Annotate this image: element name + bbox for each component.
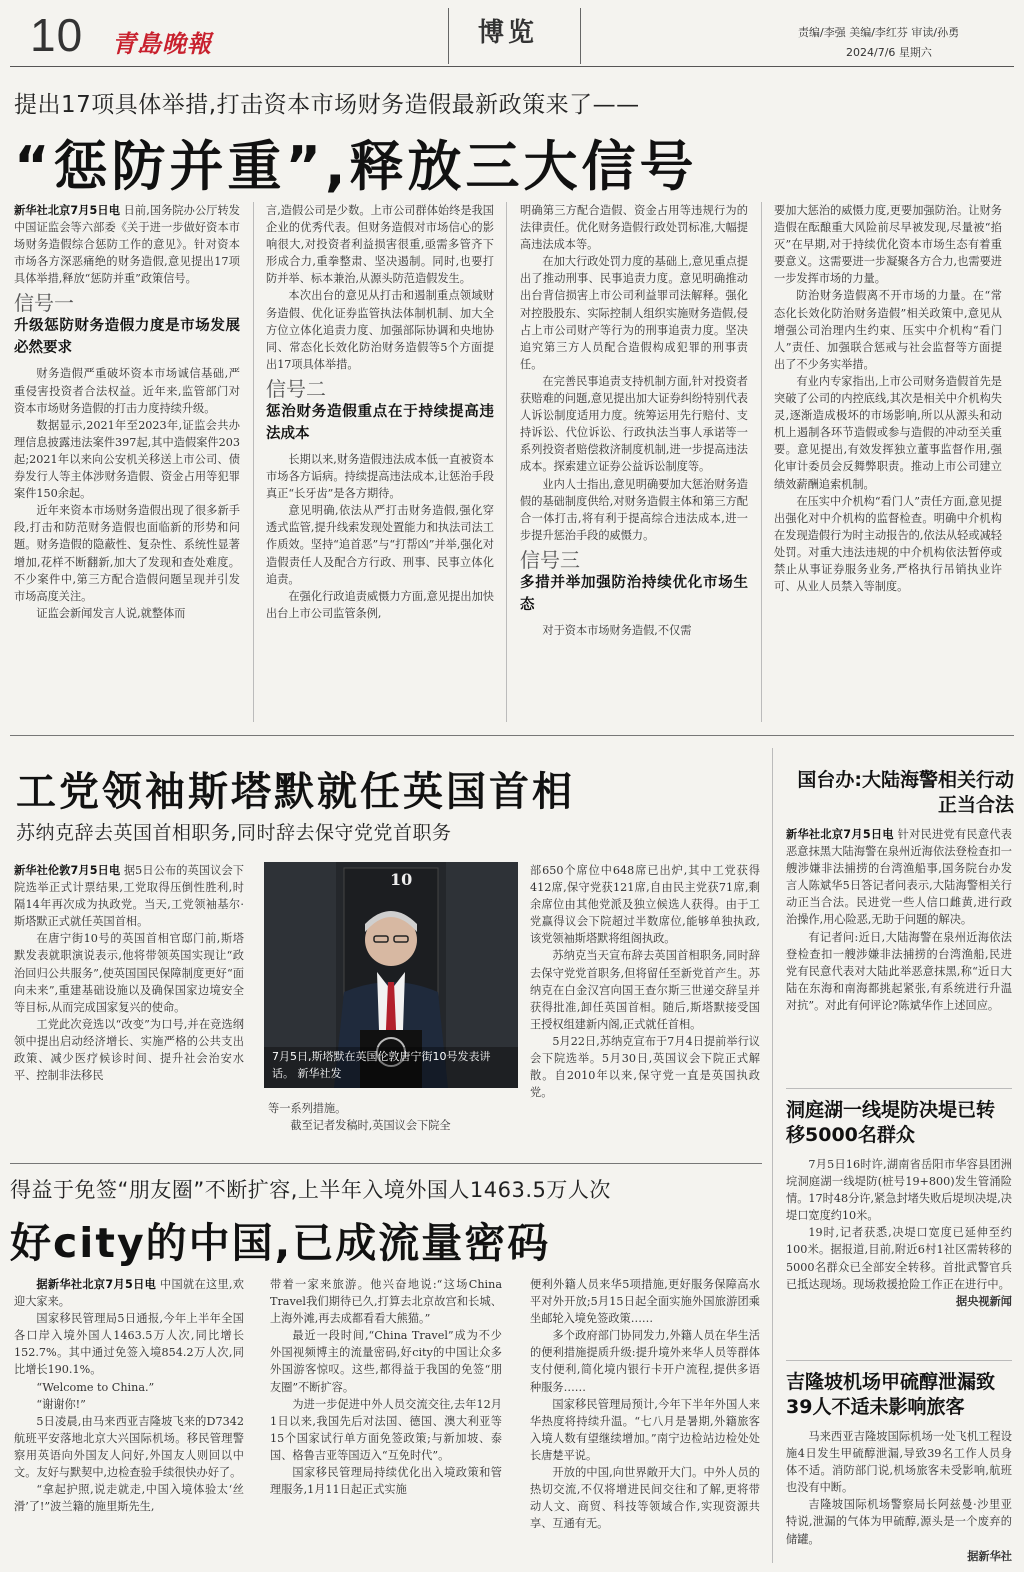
paragraph: 意见明确,依法从严打击财务造假,强化穿透式监管,提升线索发现处置能力和执法司法工作质效。坚持“追首恶”与“打帮凶”并举,强化对造假责任人及配合方行政、刑事、民事立体化追责。 xyxy=(266,504,494,586)
side2-source: 据央视新闻 xyxy=(956,1293,1012,1308)
side2-headline: 洞庭湖一线堤防决堤已转移5000名群众 xyxy=(786,1099,996,1146)
article3-kicker: 得益于免签“朋友圈”不断扩容,上半年入境外国人1463.5万人次 xyxy=(10,1178,611,1202)
section-divider-left xyxy=(448,8,449,64)
side1-lead: 针对民进党有民意代表恶意抹黑大陆海警在泉州近海依法登检查扣一艘涉嫌非法捕捞的台湾渔船事,国务院台办发言人陈斌华5日答记者问表示,大陆海警相关行动正当合法。民进党一些人信口雌黄,进行政治操作,用心险恶,无助于问题的解决。 xyxy=(786,828,1012,927)
paragraph: 在压实中介机构“看门人”责任方面,意见提出强化对中介机构的监督检查。明确中介机构在发现造假行为时主动报告的,依法从轻或减轻处罚。对重大违法违规的中介机构依法暂停或禁止从事证券服务业务,严格执行吊销执业许可、从业人员禁入等制度。 xyxy=(774,494,1002,594)
side1-dateline: 新华社北京7月5日电 xyxy=(786,828,894,841)
article3-column-2 xyxy=(270,1276,502,1498)
paragraph: “谢谢你!” xyxy=(36,1397,86,1411)
paragraph: 防治财务造假离不开市场的力量。在“常态化长效化防治财务造假”相关政策中,意见从增强公司治理内生约束、压实中介机构“看门人”责任、加强联合惩戒与社会监督等方面提出了不少务实举措。 xyxy=(774,289,1002,371)
paragraph: 有业内专家指出,上市公司财务造假首先是突破了公司的内控底线,其次是相关中介机构失灵,逐渐造成极坏的市场影响,所以从源头和动机上遏制各环节造假或参与造假的冲动至关重要。意见提出,有效发挥独立董事监督作用,强化审计委员会反舞弊职责。推动上市公司建立绩效薪酬追索机制。 xyxy=(774,374,1002,491)
paragraph: 长期以来,财务造假违法成本低一直被资本市场各方诟病。持续提高违法成本,让惩治手段真正“长牙齿”是各方期待。 xyxy=(266,452,494,501)
paragraph: 有记者问:近日,大陆海警在泉州近海依法登检查扣一艘涉嫌非法捕捞的台湾渔船,民进党有民意代表对大陆此举恶意抹黑,称“近日大陆在东海和南海都挑起紧张,有系统进行升温对抗”。对此有何评论?陈斌华作上述回应。 xyxy=(786,930,1012,1012)
paragraph: 业内人士指出,意见明确要加大惩治财务造假的基础制度供给,对财务造假主体和第三方配合一体打击,将有利于提高综合违法成本,进一步提升惩治手段的威慑力。 xyxy=(520,477,748,542)
paragraph: 苏纳克当天宣布辞去英国首相职务,同时辞去保守党党首职务,但将留任至新党首产生。苏纳克在白金汉宫向国王查尔斯三世递交辞呈并获得批准,卸任英国首相。随后,斯塔默接受国王授权组建新内阁,正式就任首相。 xyxy=(530,949,760,1031)
side3-body xyxy=(786,1428,1012,1565)
paragraph: 19时,记者获悉,决堤口宽度已延伸至约100米。据报道,目前,附近6村1社区需转移的5000名群众已全部安全转移。首批武警官兵已抵达现场。现场救援抢险工作正在进行中。 xyxy=(786,1226,1012,1291)
paragraph: 明确第三方配合造假、资金占用等违规行为的法律责任。优化财务造假行政处罚标准,大幅提高违法成本等。 xyxy=(520,204,748,252)
sidebar-rule xyxy=(786,1088,1012,1089)
article2-lead: 据5日公布的英国议会下院选举正式计票结果,工党取得压倒性胜利,时隔14年再次成为执政党。当天,工党领袖基尔·斯塔默正式就任英国首相。 xyxy=(14,864,244,929)
paragraph: 近年来资本市场财务造假出现了很多新手段,打击和防范财务造假也面临新的形势和问题。财务造假的隐蔽性、复杂性、系统性显著增加,花样不断翻新,加大了发现和查处难度。不少案件中,第三方配合造假问题呈现并引发市场高度关注。 xyxy=(14,504,240,603)
article2-deck: 苏纳克辞去英国首相职务,同时辞去保守党党首职务 xyxy=(16,822,452,844)
paragraph: 证监会新闻发言人说,就整体而 xyxy=(36,606,186,620)
article3-headline: 好city的中国,已成流量密码 xyxy=(10,1219,551,1267)
paragraph: 在唐宁街10号的英国首相官邸门前,斯塔默发表就职演说表示,他将带领英国实现让“政治回归公共服务”,使英国国民保障制度更好“面向未来”,重建基础设施以及确保国家边境安全等目标,从而完成国家复兴的使命。 xyxy=(14,932,244,1014)
article1-column-2 xyxy=(266,202,494,622)
column-divider xyxy=(761,202,762,722)
paragraph: 多个政府部门协同发力,外籍人员在华生活的便利措施提质升级:提升境外来华人员等群体支付便利,简化境内银行卡开户流程,提供多语种服务…… xyxy=(530,1329,760,1394)
signal2-number: 信号二 xyxy=(266,376,326,401)
side3-source: 据新华社 xyxy=(967,1548,1012,1563)
photo-door-number: 10 xyxy=(390,870,413,889)
article2-headline: 工党领袖斯塔默就任英国首相 xyxy=(16,769,575,815)
sidebar-divider xyxy=(772,748,773,1563)
article1-lead: 日前,国务院办公厅转发中国证监会等六部委《关于进一步做好资本市场财务造假综合惩防工作的意见》。针对资本市场各方深恶痛绝的财务造假,意见提出17项具体举措,释放“惩防并重”政策信号。 xyxy=(14,204,240,286)
paragraph: 国家移民管理局预计,今年下半年外国人来华热度将持续升温。“七八月是暑期,外籍旅客入境人数有望继续增加。”南宁边检站边检处处长唐楚平说。 xyxy=(530,1397,760,1462)
paragraph: 要加大惩治的威慑力度,更要加强防治。让财务造假在酝酿重大风险前尽早被发现,尽量被“掐灭”在早期,对于持续优化资本市场生态有着重要意义。这需要进一步凝聚各方合力,也需要进一步发挥市场的力量。 xyxy=(774,204,1002,286)
paragraph: 马来西亚吉隆坡国际机场一处飞机工程设施4日发生甲硫醇泄漏,导致39名工作人员身体不适。消防部门说,机场旅客未受影响,航班也没有中断。 xyxy=(786,1430,1012,1495)
section-rule xyxy=(10,735,1014,736)
paragraph: 在强化行政追责威慑力方面,意见提出加快出台上市公司监管条例, xyxy=(266,589,494,620)
side1-lead-paragraph xyxy=(786,826,1012,929)
paragraph: 部650个席位中648席已出炉,其中工党获得412席,保守党获121席,自由民主党获71席,剩余席位由其他党派及独立候选人获得。由于工党赢得议会下院超过半数席位,能够单独执政,该党领袖斯塔默将组阁执政。 xyxy=(530,864,760,946)
paragraph: 截至记者发稿时,英国议会下院全 xyxy=(290,1119,451,1133)
signal2-heading: 惩治财务造假重点在于持续提高违法成本 xyxy=(266,403,494,442)
article3-lead-paragraph xyxy=(14,1276,244,1310)
section-rule xyxy=(10,1163,762,1164)
column-divider xyxy=(253,202,254,722)
article2-column-2 xyxy=(268,1100,518,1134)
signal3-heading: 多措并举加强防治持续优化市场生态 xyxy=(520,574,748,613)
paragraph: 国家移民管理局5日通报,今年上半年全国各口岸入境外国人1463.5万人次,同比增长152.7%。其中通过免签入境854.2万人次,同比增长190.1%。 xyxy=(14,1312,244,1377)
article3-lead: 中国就在这里,欢迎大家来。 xyxy=(14,1278,244,1309)
sidebar-rule xyxy=(786,1360,1012,1361)
paragraph: 为进一步促进中外人员交流交往,去年12月1日以来,我国先后对法国、德国、澳大利亚等15个国家试行单方面免签政策;与新加坡、泰国、格鲁吉亚等国迈入“互免时代”。 xyxy=(270,1397,502,1462)
paragraph: 对于资本市场财务造假,不仅需 xyxy=(542,623,692,637)
paragraph: “拿起护照,说走就走,中国入境体验太‘丝滑’了!”波兰籍的施里斯先生, xyxy=(14,1483,244,1514)
side1-body xyxy=(786,826,1012,1014)
article1-headline: “惩防并重”,释放三大信号 xyxy=(14,135,698,198)
paragraph: 数据显示,2021年至2023年,证监会共办理信息披露违法案件397起,其中造假案件203起;2021年以来向公安机关移送上市公司、债券发行人等主体涉财务造假、资金占用等犯罪案件150余起。 xyxy=(14,418,240,501)
section-title: 博览 xyxy=(478,18,539,48)
article1-column-4 xyxy=(774,202,1002,595)
paragraph: 带着一家来旅游。他兴奋地说:“这场China Travel我们期待已久,打算去北京故宫和长城、上海外滩,再去成都看看大熊猫。” xyxy=(270,1278,502,1326)
side3-headline: 吉隆坡机场甲硫醇泄漏致39人不适未影响旅客 xyxy=(786,1371,996,1418)
paragraph: 在加大行政处罚力度的基础上,意见重点提出了推动刑事、民事追责力度。意见明确推动出台背信损害上市公司利益罪司法解释。强化对控股股东、实际控制人组织实施财务造假,侵占上市公司财产等行为的刑事追责力度。坚决追究第三方人员配合造假构成犯罪的刑事责任。 xyxy=(520,255,748,371)
paragraph: 在完善民事追责支持机制方面,针对投资者获赔难的问题,意见提出加大证券纠纷特别代表人诉讼制度适用力度。统筹运用先行赔付、支持诉讼、代位诉讼、行政执法当事人承诺等一系列投资者赔偿救济制度机制,进一步提高违法成本。探索建立证券公益诉讼制度等。 xyxy=(520,374,748,474)
article1-kicker: 提出17项具体举措,打击资本市场财务造假最新政策来了—— xyxy=(14,92,640,118)
page-number: 10 xyxy=(30,9,84,61)
article1-dateline: 新华社北京7月5日电 xyxy=(14,204,120,217)
masthead-logo: 青島晚報 xyxy=(112,29,212,58)
paragraph: 7月5日16时许,湖南省岳阳市华容县团洲垸洞庭湖一线堤防(桩号19+800)发生管涌险情。17时48分许,紧急封堵失败后堤坝决堤,决堤口宽度约10米。 xyxy=(786,1158,1012,1223)
paragraph: 财务造假严重破坏资本市场诚信基础,严重侵害投资者合法权益。近年来,监管部门对资本市场财务造假的打击力度持续升级。 xyxy=(14,367,240,415)
signal3-number: 信号三 xyxy=(520,547,580,572)
photo-caption: 7月5日,斯塔默在英国伦敦唐宁街10号发表讲话。 新华社发 xyxy=(272,1050,491,1080)
paragraph: 言,造假公司是少数。上市公司群体始终是我国企业的优秀代表。但财务造假对市场信心的影响很大,对投资者利益损害很重,亟需多管齐下形成合力,重拳整肃、坚决遏制。同时,也要打防并举、标本兼治,从源头防范造假发生。 xyxy=(266,204,494,286)
article3-column-1 xyxy=(14,1276,244,1515)
paragraph: 本次出台的意见从打击和遏制重点领域财务造假、优化证券监管执法体制机制、加大全方位立体化追责力度、加强部际协调和央地协同、常态化长效化防治财务造假等5个方面提出17项具体举措。 xyxy=(266,289,494,371)
paragraph: “Welcome to China.” xyxy=(36,1380,155,1394)
paragraph: 5月22日,苏纳克宣布于7月4日提前举行议会下院选举。5月30日,英国议会下院正式解散。自2010年以来,保守党一直是英国执政党。 xyxy=(530,1034,760,1100)
header-rule xyxy=(10,66,1014,67)
side2-body xyxy=(786,1156,1012,1310)
article2-dateline: 新华社伦敦7月5日电 xyxy=(14,864,121,877)
article2-column-1 xyxy=(14,862,244,1084)
paragraph: 工党此次竞选以“改变”为口号,并在竞选纲领中提出启动经济增长、实施严格的公共支出政策、减少医疗候诊时间、提升社会治安水平、控制非法移民 xyxy=(14,1017,244,1083)
paragraph: 5日凌晨,由马来西亚吉隆坡飞来的D7342航班平安落地北京大兴国际机场。移民管理警察用英语向外国友人问好,外国友人则回以中文。友好与默契中,边检查验手续很快办好了。 xyxy=(14,1414,244,1480)
article2-column-3 xyxy=(530,862,760,1101)
paragraph: 国家移民管理局持续优化出入境政策和管理服务,1月11日起正式实施 xyxy=(270,1466,502,1497)
article2-lead-paragraph xyxy=(14,862,244,930)
article3-dateline: 据新华社北京7月5日电 xyxy=(36,1278,157,1291)
side1-headline: 国台办:大陆海警相关行动正当合法 xyxy=(797,769,1014,816)
article1-lead-paragraph xyxy=(14,202,240,287)
paragraph: 等一系列措施。 xyxy=(268,1102,347,1115)
article3-column-3 xyxy=(530,1276,760,1532)
article1-column-1 xyxy=(14,202,240,622)
publication-date: 2024/7/6 星期六 xyxy=(846,46,932,59)
paragraph: 最近一段时间,“China Travel”成为不少外国视频博主的流量密码,好city的中国让众多外国游客惊叹。这些,都得益于我国的免签“朋友圈”不断扩容。 xyxy=(270,1329,502,1394)
editors-credit: 责编/李强 美编/李红芬 审读/孙勇 xyxy=(798,26,960,39)
paragraph: 便利外籍人员来华5项措施,更好服务保障高水平对外开放;5月15日起全面实施外国旅游团乘坐邮轮入境免签政策…… xyxy=(530,1278,760,1326)
paragraph: 吉隆坡国际机场警察局长阿兹曼·沙里亚特说,泄漏的气体为甲硫醇,源头是一个废弃的储罐。 xyxy=(786,1498,1012,1546)
signal1-heading: 升级惩防财务造假力度是市场发展必然要求 xyxy=(14,318,240,357)
starmer-photo xyxy=(264,862,518,1088)
section-divider-right xyxy=(580,8,581,64)
paragraph: 开放的中国,向世界敞开大门。中外人员的热切交流,不仅将增进民间交往和了解,更将带动人文、商贸、科技等领域合作,实现资源共享、互通有无。 xyxy=(530,1466,760,1531)
signal1-number: 信号一 xyxy=(14,291,74,316)
column-divider xyxy=(506,202,507,722)
article1-column-3 xyxy=(520,202,748,639)
